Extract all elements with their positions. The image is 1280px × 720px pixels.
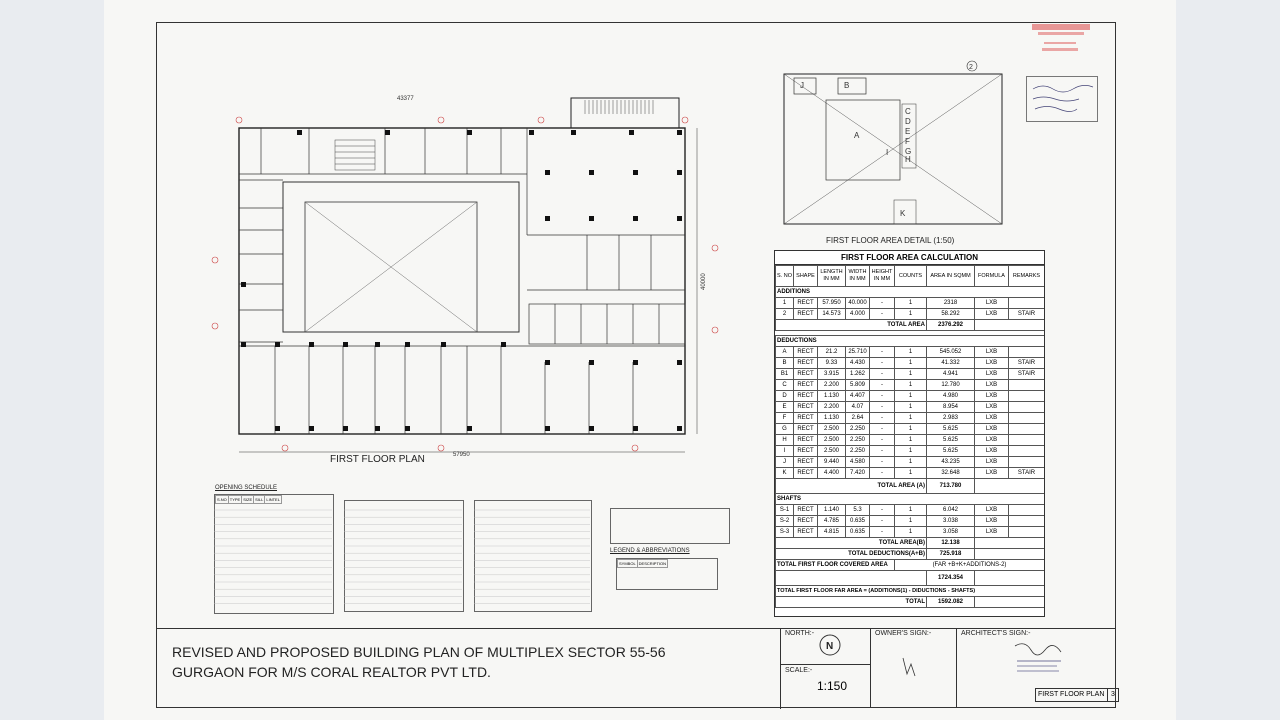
table-cell: 1 [895, 435, 927, 446]
table-row [776, 516, 1045, 527]
table-cell: - [870, 457, 895, 468]
table-cell: 2318 [927, 298, 975, 309]
legend-symbol-header: SYMBOL [619, 561, 636, 567]
area-calc-grid [775, 265, 1045, 608]
total-blank [975, 479, 1045, 494]
section-row [776, 494, 1045, 505]
stamp-graphic [1030, 22, 1094, 58]
total-row [776, 479, 1045, 494]
table-cell [1009, 298, 1045, 309]
detail-label: E [905, 127, 911, 136]
table-cell: 5.3 [846, 505, 870, 516]
table-cell: B [776, 358, 794, 369]
total-blank [975, 538, 1045, 549]
north-label: NORTH:- [785, 630, 815, 637]
schedule-header: SILL [255, 497, 264, 503]
total-value: 2376.292 [927, 320, 975, 331]
area-calc-header: REMARKS [1009, 266, 1045, 287]
table-cell: 6.042 [927, 505, 975, 516]
table-row [776, 347, 1045, 358]
table-cell: 2.200 [818, 402, 846, 413]
table-cell: 4.980 [927, 391, 975, 402]
table-cell: 2.983 [927, 413, 975, 424]
plan-title: FIRST FLOOR PLAN [330, 454, 425, 465]
handwritten-note [1026, 76, 1098, 122]
table-cell: LXB [975, 309, 1009, 320]
table-cell: 1 [895, 413, 927, 424]
total-value: 12.138 [927, 538, 975, 549]
table-row [776, 457, 1045, 468]
architect-sign-cell [956, 628, 1117, 708]
table-row [776, 358, 1045, 369]
table-row [776, 505, 1045, 516]
table-cell: STAIR [1009, 468, 1045, 479]
table-cell: 8.954 [927, 402, 975, 413]
area-detail-drawing [782, 60, 1032, 232]
total-label: TOTAL [776, 597, 927, 608]
table-cell: 2.500 [818, 446, 846, 457]
table-row [776, 369, 1045, 380]
table-cell: 2.500 [818, 435, 846, 446]
bottom-dimension: 57950 [453, 452, 470, 458]
table-cell: 2.200 [818, 380, 846, 391]
table-cell: E [776, 402, 794, 413]
total-row [776, 538, 1045, 549]
total-label: TOTAL AREA [776, 320, 927, 331]
table-cell: 5.625 [927, 435, 975, 446]
table-cell: S-1 [776, 505, 794, 516]
table-cell: 545.052 [927, 347, 975, 358]
covered-area-value: 1724.354 [927, 571, 975, 586]
table-cell: - [870, 369, 895, 380]
title-block [156, 628, 1116, 708]
covered-area-formula: (FAR +B+K+ADDITIONS-2) [895, 560, 1045, 571]
table-cell: 4.407 [846, 391, 870, 402]
detail-label: G [905, 147, 912, 156]
opening-schedule-title: OPENING SCHEDULE [215, 485, 278, 491]
legend-description-header: DESCRIPTION [638, 561, 667, 567]
table-cell: I [776, 446, 794, 457]
title-block-top-rule [156, 628, 1116, 629]
table-cell: RECT [794, 505, 818, 516]
table-cell: 3.915 [818, 369, 846, 380]
table-cell: 1 [895, 369, 927, 380]
table-cell: RECT [794, 527, 818, 538]
area-calc-header-row [776, 266, 1045, 287]
area-calculation-table [774, 250, 1045, 617]
table-cell: LXB [975, 391, 1009, 402]
table-cell: 1 [895, 516, 927, 527]
table-cell: 9.33 [818, 358, 846, 369]
table-cell [1009, 457, 1045, 468]
table-cell: - [870, 380, 895, 391]
table-cell: A [776, 347, 794, 358]
table-cell: RECT [794, 358, 818, 369]
table-cell: 0.635 [846, 516, 870, 527]
table-cell: LXB [975, 413, 1009, 424]
table-cell: F [776, 413, 794, 424]
area-detail-title: FIRST FLOOR AREA DETAIL (1:50) [826, 236, 955, 245]
table-cell: RECT [794, 424, 818, 435]
table-cell: 1 [895, 309, 927, 320]
table-cell: 0.635 [846, 527, 870, 538]
table-cell: - [870, 424, 895, 435]
project-title-line-2: GURGAON FOR M/S CORAL REALTOR PVT LTD. [172, 664, 491, 680]
total-row [776, 597, 1045, 608]
table-cell: RECT [794, 369, 818, 380]
first-floor-plan [205, 90, 720, 470]
area-calc-header: COUNTS [895, 266, 927, 287]
total-row [776, 549, 1045, 560]
table-cell: RECT [794, 457, 818, 468]
detail-label: C [905, 107, 911, 116]
table-cell: - [870, 309, 895, 320]
architect-sign-label: ARCHITECT'S SIGN:- [961, 630, 1031, 637]
table-cell: LXB [975, 369, 1009, 380]
approval-stamp [1030, 22, 1094, 58]
table-row [776, 402, 1045, 413]
table-cell: LXB [975, 402, 1009, 413]
table-cell: LXB [975, 505, 1009, 516]
owner-signature [899, 654, 919, 680]
table-cell: 4.580 [846, 457, 870, 468]
table-cell: LXB [975, 516, 1009, 527]
table-cell: RECT [794, 516, 818, 527]
table-cell: 4.400 [818, 468, 846, 479]
table-cell: 1.140 [818, 505, 846, 516]
project-title [172, 642, 666, 682]
section-label: ADDITIONS [776, 287, 1045, 298]
section-label: SHAFTS [776, 494, 1045, 505]
area-calc-header: LENGTH IN MM [818, 266, 846, 287]
schedule-header: SIZE [243, 497, 253, 503]
total-blank [975, 597, 1045, 608]
table-cell: LXB [975, 457, 1009, 468]
table-cell [1009, 446, 1045, 457]
schedule-header: LINTEL [266, 497, 280, 503]
far-area-row [776, 586, 1045, 597]
section-label: DEDUCTIONS [776, 336, 1045, 347]
area-calc-title: FIRST FLOOR AREA CALCULATION [775, 251, 1044, 265]
side-dimension: 40000 [701, 273, 707, 290]
table-cell: S-3 [776, 527, 794, 538]
note-scribble [1027, 77, 1097, 121]
table-row [776, 309, 1045, 320]
table-cell: LXB [975, 298, 1009, 309]
far-area-label: TOTAL FIRST FLOOR FAR AREA = (ADDITIONS(1) - DIDUCTIONS - SHAFTS) [776, 586, 1045, 597]
table-cell: LXB [975, 435, 1009, 446]
table-row [776, 380, 1045, 391]
table-row [776, 413, 1045, 424]
table-cell: STAIR [1009, 369, 1045, 380]
table-cell: 2 [776, 309, 794, 320]
total-blank [975, 549, 1045, 560]
table-cell: - [870, 505, 895, 516]
table-cell: 1 [895, 457, 927, 468]
table-cell: 12.780 [927, 380, 975, 391]
table-cell: - [870, 435, 895, 446]
sheet-number: 3 [1107, 689, 1118, 701]
table-cell [1009, 380, 1045, 391]
table-cell: RECT [794, 309, 818, 320]
table-cell: RECT [794, 468, 818, 479]
table-cell: 1 [895, 424, 927, 435]
sheet-name: FIRST FLOOR PLAN [1038, 691, 1105, 698]
table-cell: 5.809 [846, 380, 870, 391]
overall-width-dimension: 43377 [397, 96, 414, 102]
covered-area-value-row [776, 571, 1045, 586]
area-calc-header: SHAPE [794, 266, 818, 287]
floor-plan-drawing [205, 90, 720, 470]
table-cell: K [776, 468, 794, 479]
table-row [776, 298, 1045, 309]
table-row [776, 391, 1045, 402]
table-cell: 5.625 [927, 446, 975, 457]
table-cell: 1 [895, 347, 927, 358]
north-arrow-icon [817, 632, 843, 658]
table-cell: STAIR [1009, 309, 1045, 320]
table-cell: 1 [895, 446, 927, 457]
table-cell: 2.500 [818, 424, 846, 435]
table-cell: D [776, 391, 794, 402]
table-cell: H [776, 435, 794, 446]
area-calc-header: FORMULA [975, 266, 1009, 287]
table-cell: 1.130 [818, 413, 846, 424]
detail-label: A [854, 131, 860, 140]
table-cell: 1 [895, 298, 927, 309]
total-value: 713.780 [927, 479, 975, 494]
table-cell: LXB [975, 347, 1009, 358]
detail-label: B [844, 81, 850, 90]
table-cell: J [776, 457, 794, 468]
schedule-rows-graphic [214, 500, 734, 612]
table-row [776, 424, 1045, 435]
table-cell: S-2 [776, 516, 794, 527]
table-cell: - [870, 298, 895, 309]
table-cell: 1 [895, 468, 927, 479]
table-cell: 57.950 [818, 298, 846, 309]
table-cell: 4.785 [818, 516, 846, 527]
table-cell: RECT [794, 402, 818, 413]
table-cell: RECT [794, 347, 818, 358]
table-cell: - [870, 527, 895, 538]
table-cell [1009, 505, 1045, 516]
table-cell: 1 [895, 358, 927, 369]
table-cell: - [870, 391, 895, 402]
detail-label: K [900, 209, 906, 218]
table-cell: RECT [794, 380, 818, 391]
table-cell: LXB [975, 380, 1009, 391]
area-calc-header: WIDTH IN MM [846, 266, 870, 287]
table-cell: 25.710 [846, 347, 870, 358]
table-cell: 1 [895, 402, 927, 413]
detail-circle-label: 2 [969, 64, 973, 71]
table-cell: 2.250 [846, 424, 870, 435]
table-cell [1009, 413, 1045, 424]
total-label: TOTAL AREA (A) [776, 479, 927, 494]
table-cell: RECT [794, 435, 818, 446]
total-label: TOTAL AREA(B) [776, 538, 927, 549]
table-cell: - [870, 347, 895, 358]
covered-area-row [776, 560, 1045, 571]
table-cell: 2.250 [846, 435, 870, 446]
table-cell: 3.038 [927, 516, 975, 527]
owner-sign-label: OWNER'S SIGN:- [875, 630, 932, 637]
section-row [776, 287, 1045, 298]
detail-label: D [905, 117, 911, 126]
table-cell [1009, 402, 1045, 413]
table-cell: - [870, 402, 895, 413]
table-cell [1009, 391, 1045, 402]
table-cell: 14.573 [818, 309, 846, 320]
schedule-header: S.NO [217, 497, 227, 503]
table-cell: 4.941 [927, 369, 975, 380]
table-cell: 7.420 [846, 468, 870, 479]
table-cell: 43.235 [927, 457, 975, 468]
area-calc-header: AREA IN SQMM [927, 266, 975, 287]
north-cell [780, 628, 871, 664]
table-row [776, 435, 1045, 446]
table-cell: STAIR [1009, 358, 1045, 369]
table-cell: 4.815 [818, 527, 846, 538]
table-cell: LXB [975, 468, 1009, 479]
table-cell: 1 [776, 298, 794, 309]
table-cell: C [776, 380, 794, 391]
total-value: 725.918 [927, 549, 975, 560]
table-cell: 5.625 [927, 424, 975, 435]
project-title-line-1: REVISED AND PROPOSED BUILDING PLAN OF MULTIPLEX SECTOR 55-56 [172, 644, 666, 660]
table-cell: 1 [895, 527, 927, 538]
total-row [776, 320, 1045, 331]
table-cell [1009, 435, 1045, 446]
architect-signature [1011, 638, 1071, 678]
table-row [776, 446, 1045, 457]
table-cell: 1 [895, 391, 927, 402]
table-cell [1009, 527, 1045, 538]
table-cell [1009, 347, 1045, 358]
table-cell: - [870, 516, 895, 527]
table-cell: 32.648 [927, 468, 975, 479]
covered-area-label: TOTAL FIRST FLOOR COVERED AREA [776, 560, 895, 571]
table-cell: 21.2 [818, 347, 846, 358]
table-cell: 9.440 [818, 457, 846, 468]
sheet-name-box [1035, 688, 1119, 702]
table-cell: 4.000 [846, 309, 870, 320]
north-symbol: N [826, 641, 834, 652]
area-calc-header: HEIGHT IN MM [870, 266, 895, 287]
table-cell: LXB [975, 358, 1009, 369]
scale-value: 1:150 [817, 679, 848, 693]
scale-label: SCALE:- [785, 667, 813, 674]
table-cell: 40.000 [846, 298, 870, 309]
table-cell: - [870, 413, 895, 424]
table-cell: 1.130 [818, 391, 846, 402]
table-cell [1009, 424, 1045, 435]
detail-label: F [905, 137, 910, 146]
total-label: TOTAL DEDUCTIONS(A+B) [776, 549, 927, 560]
area-calc-header: S. NO [776, 266, 794, 287]
table-cell: 2.250 [846, 446, 870, 457]
table-cell: 41.332 [927, 358, 975, 369]
table-cell: 4.07 [846, 402, 870, 413]
table-cell: 3.058 [927, 527, 975, 538]
owner-sign-cell [870, 628, 957, 708]
table-cell [1009, 516, 1045, 527]
total-blank [975, 320, 1045, 331]
table-row [776, 468, 1045, 479]
table-cell: RECT [794, 298, 818, 309]
table-cell: LXB [975, 446, 1009, 457]
table-cell: - [870, 358, 895, 369]
table-cell: - [870, 446, 895, 457]
legend-title: LEGEND & ABBREVIATIONS [610, 548, 690, 554]
table-cell: B1 [776, 369, 794, 380]
table-cell: 1 [895, 505, 927, 516]
table-row [776, 527, 1045, 538]
table-cell: G [776, 424, 794, 435]
area-detail [782, 60, 1032, 232]
table-cell: RECT [794, 413, 818, 424]
detail-label: H [905, 155, 911, 164]
detail-label: J [800, 81, 804, 90]
table-cell: RECT [794, 391, 818, 402]
table-cell: 4.430 [846, 358, 870, 369]
table-cell: LXB [975, 424, 1009, 435]
table-cell: 58.292 [927, 309, 975, 320]
table-cell: - [870, 468, 895, 479]
total-value: 1592.082 [927, 597, 975, 608]
section-row [776, 336, 1045, 347]
table-cell: 1.262 [846, 369, 870, 380]
detail-label: I [886, 148, 889, 157]
scale-cell [780, 664, 871, 709]
table-cell: 1 [895, 380, 927, 391]
schedule-header: TYPE [229, 497, 241, 503]
area-calc-body [776, 287, 1045, 608]
table-cell: RECT [794, 446, 818, 457]
table-cell: 2.64 [846, 413, 870, 424]
table-cell: LXB [975, 527, 1009, 538]
